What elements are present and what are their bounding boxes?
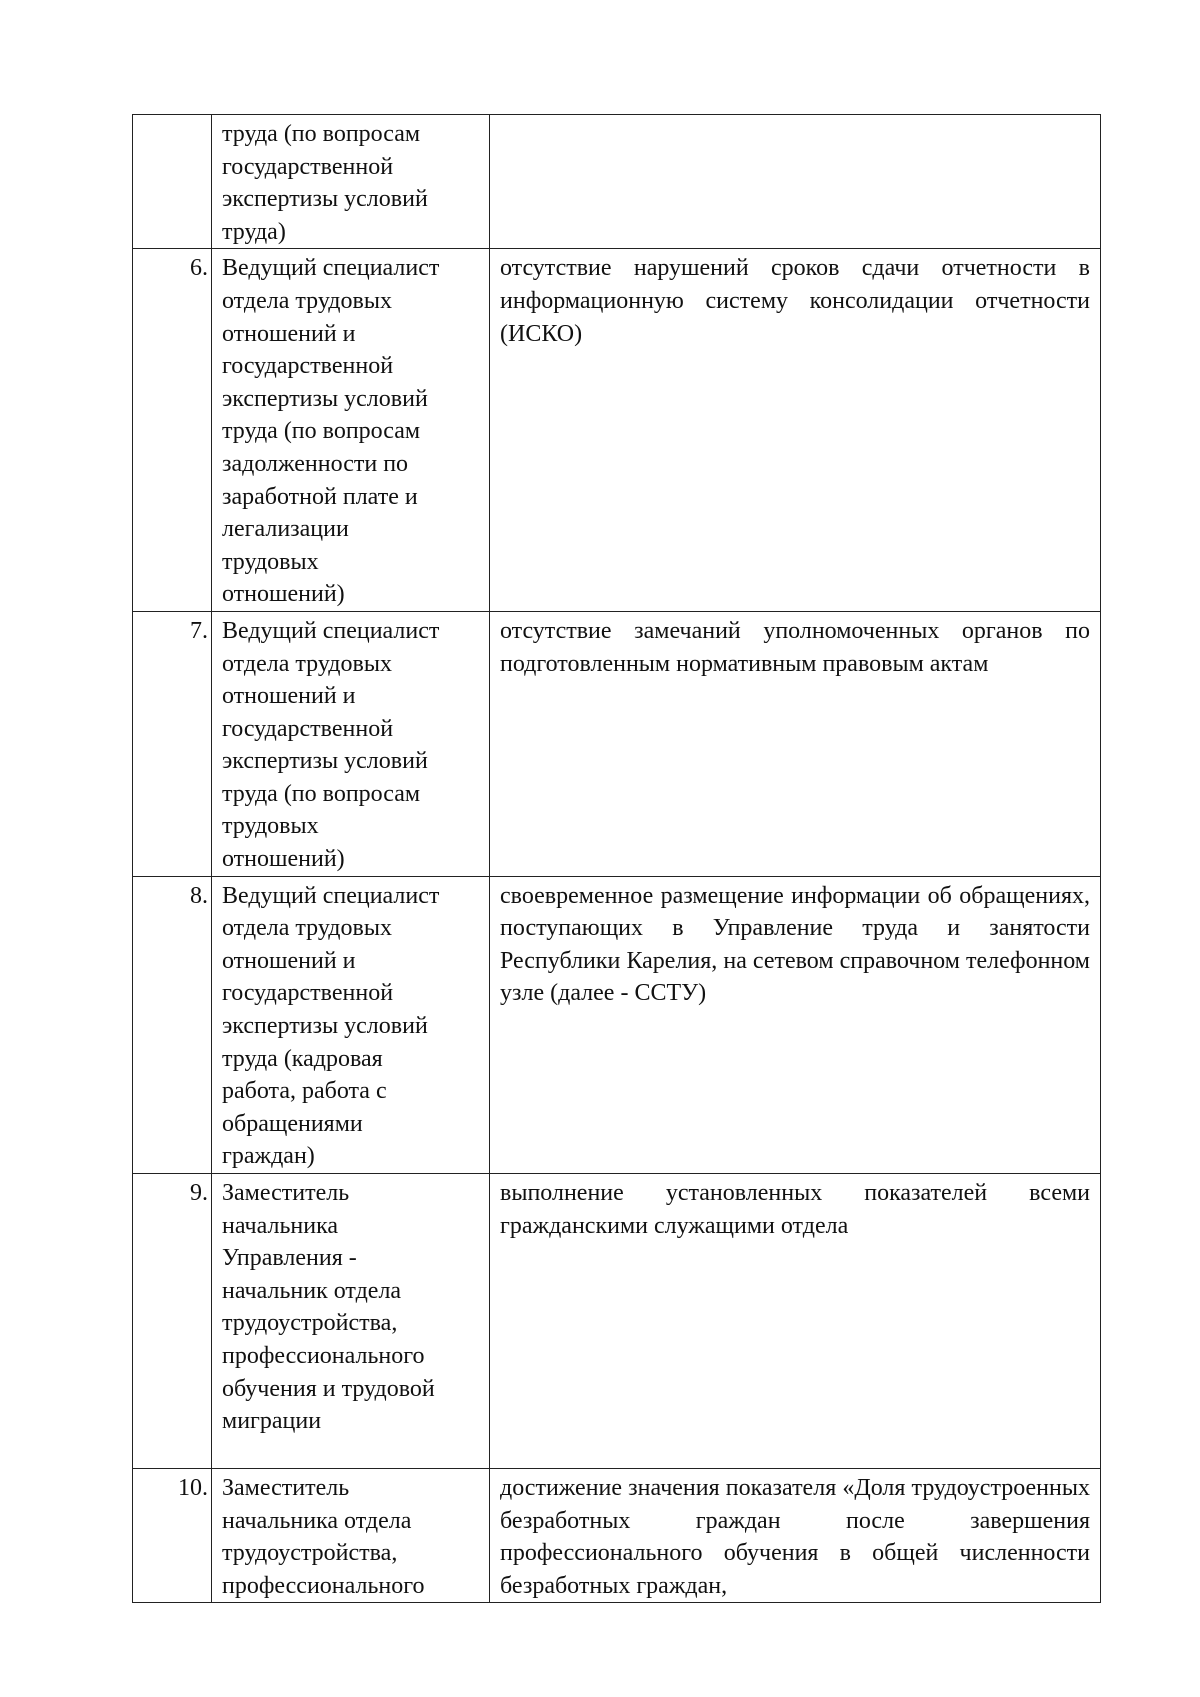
indicator-cell: достижение значения показателя «Доля трудоустроенных безработных граждан после завершения профессионального обучения в общей численности безработных граждан, [490,1469,1101,1603]
indicator-cell [490,115,1101,249]
row-number: 9. [133,1174,212,1469]
table-row [133,611,1101,876]
table-row [133,876,1101,1173]
table-body [133,115,1101,1603]
position-cell: Ведущий специалист отдела трудовых отношений и государственной экспертизы условий труда (по вопросам задолженности по заработной плате и легализации трудовых отношений) [212,249,490,612]
row-number: 7. [133,611,212,876]
row-number: 10. [133,1469,212,1603]
indicator-cell: выполнение установленных показателей всеми гражданскими служащими отдела [490,1174,1101,1469]
indicators-table [132,114,1101,1603]
position-cell: Ведущий специалист отдела трудовых отношений и государственной экспертизы условий труда (по вопросам трудовых отношений) [212,611,490,876]
table-row [133,115,1101,249]
table-row [133,249,1101,612]
position-cell: Ведущий специалист отдела трудовых отношений и государственной экспертизы условий труда (кадровая работа, работа с обращениями граждан) [212,876,490,1173]
table-row [133,1174,1101,1469]
position-cell: Заместитель начальника отдела трудоустройства, профессионального [212,1469,490,1603]
position-cell: Заместитель начальника Управления - начальник отдела трудоустройства, профессионального обучения и трудовой миграции [212,1174,490,1469]
table-row [133,1469,1101,1603]
row-number [133,115,212,249]
row-number: 6. [133,249,212,612]
row-number: 8. [133,876,212,1173]
position-cell: труда (по вопросам государственной экспертизы условий труда) [212,115,490,249]
indicator-cell: своевременное размещение информации об обращениях, поступающих в Управление труда и занятости Республики Карелия, на сетевом справочном телефонном узле (далее - ССТУ) [490,876,1101,1173]
indicator-cell: отсутствие нарушений сроков сдачи отчетности в информационную систему консолидации отчетности (ИСКО) [490,249,1101,612]
indicator-cell: отсутствие замечаний уполномоченных органов по подготовленным нормативным правовым актам [490,611,1101,876]
